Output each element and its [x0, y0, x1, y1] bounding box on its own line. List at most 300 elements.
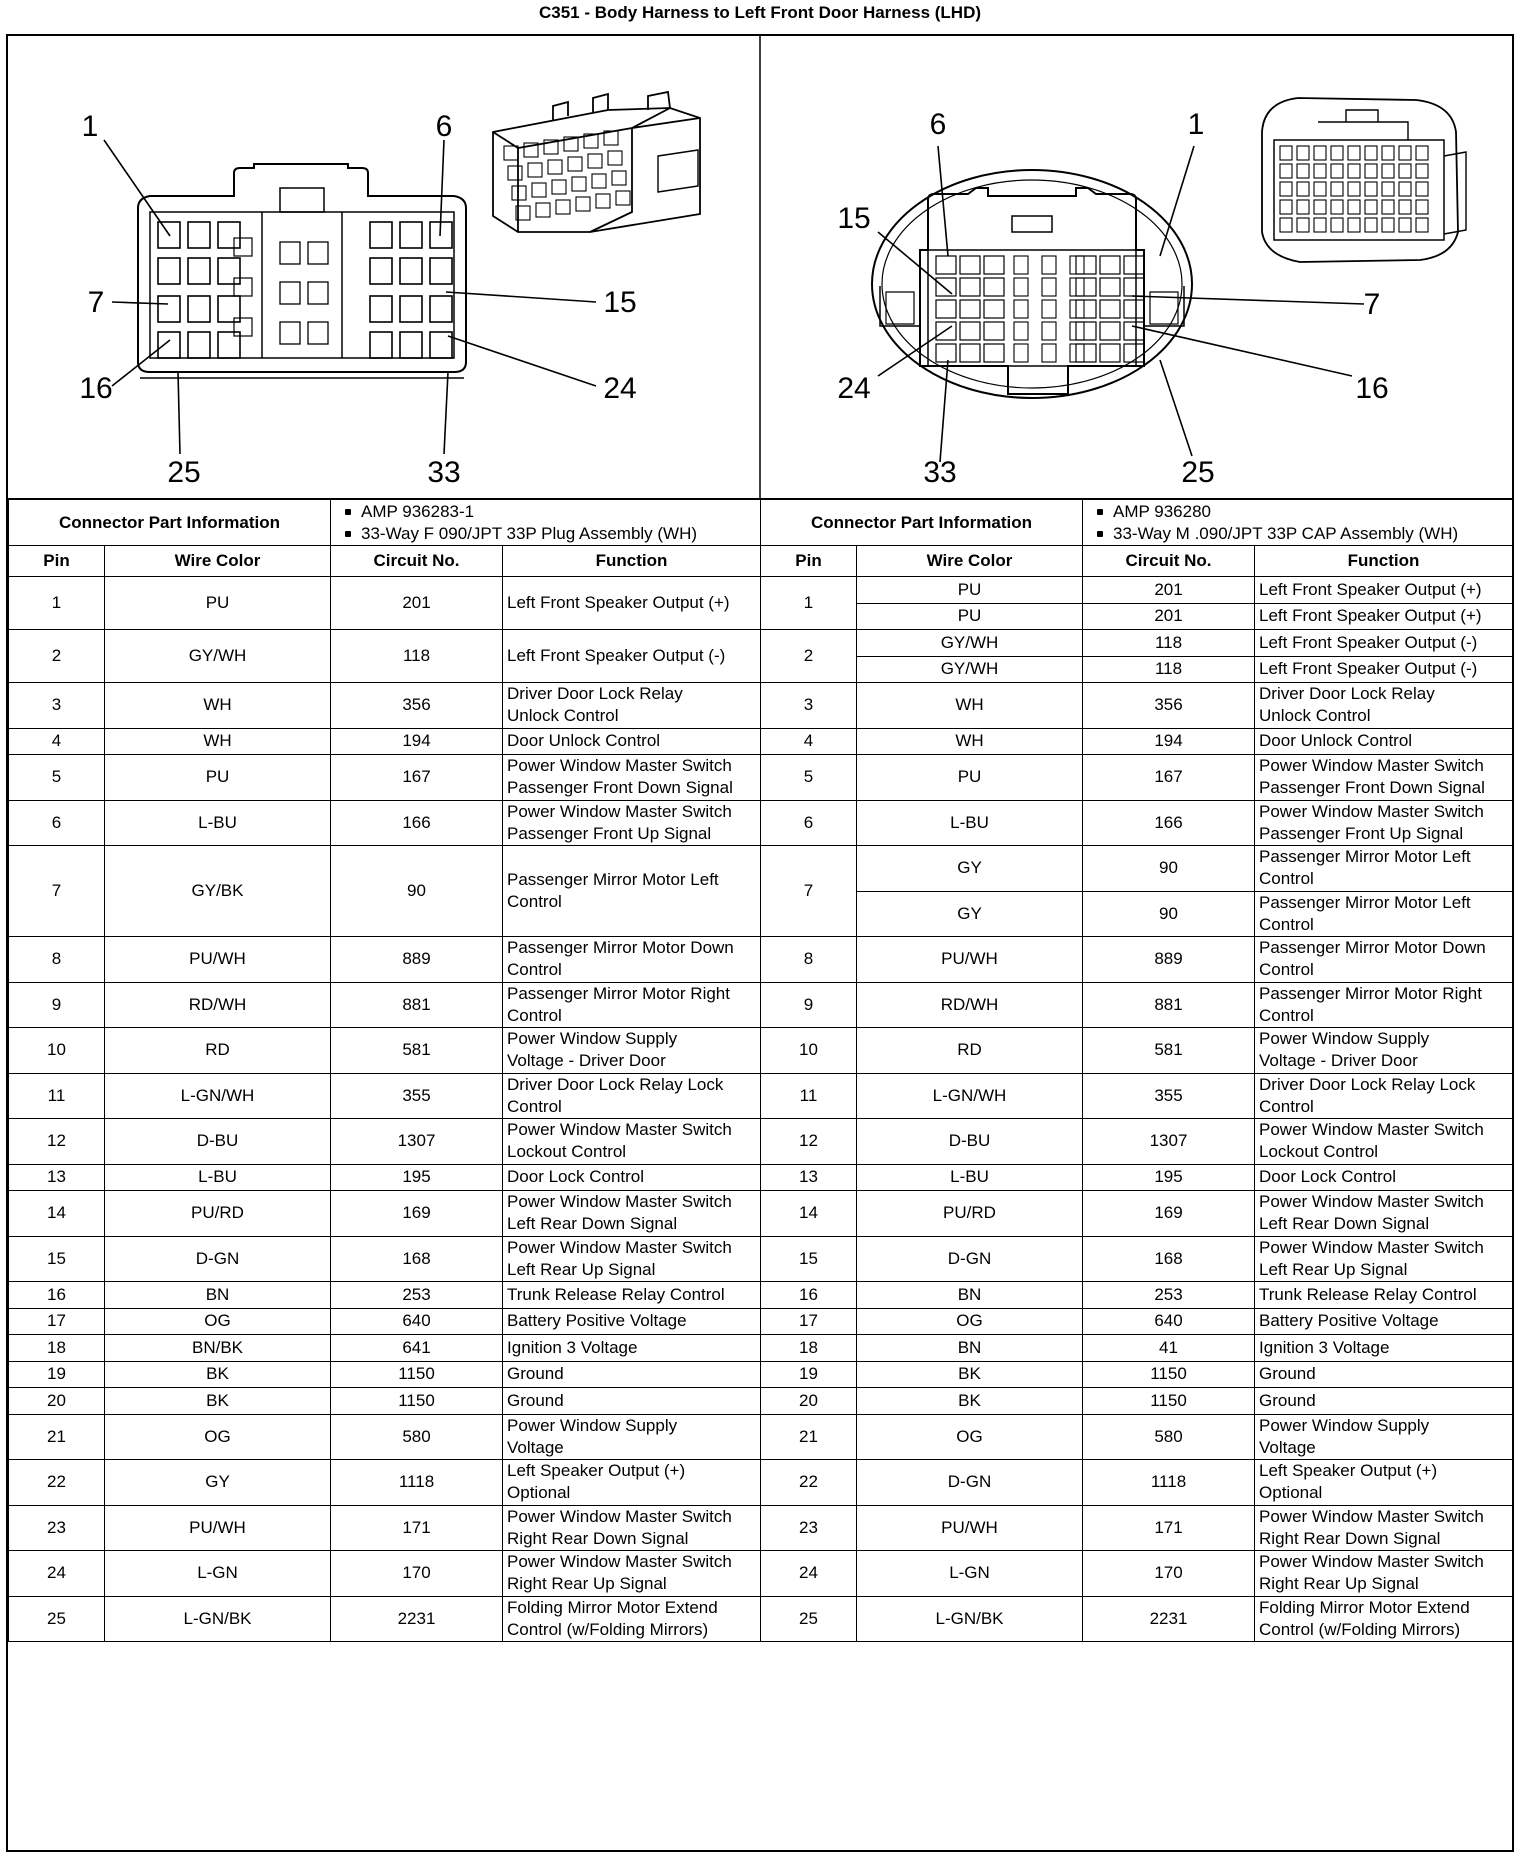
leader-left-33 [444, 372, 448, 454]
table-row [9, 1361, 761, 1388]
wire-color-header: Wire Color [105, 546, 331, 577]
function-line: Left Front Speaker Output (+) [1259, 606, 1482, 626]
part-info-values [1083, 500, 1513, 546]
part-info-values [331, 500, 761, 546]
pin-cell: 14 [9, 1191, 105, 1237]
circuit-cell: 201 [1083, 577, 1255, 604]
circuit-cell: 253 [1083, 1282, 1255, 1309]
wire-color-cell: L-GN [105, 1551, 331, 1597]
function-cell [503, 630, 761, 683]
iso-cavity [1382, 146, 1394, 160]
pin-cell: 16 [761, 1282, 857, 1309]
cavity [400, 296, 422, 322]
right-part-info-row [761, 500, 1513, 546]
iso-cavity [1348, 200, 1360, 214]
function-cell [1255, 755, 1513, 801]
pin-cell: 2 [9, 630, 105, 683]
cavity [430, 258, 452, 284]
cavity [1014, 300, 1028, 318]
circuit-cell: 118 [1083, 656, 1255, 683]
function-cell [503, 1282, 761, 1309]
circuit-cell: 195 [1083, 1164, 1255, 1191]
iso-cavity [1382, 182, 1394, 196]
cavity [984, 256, 1004, 274]
wire-color-cell: OG [857, 1414, 1083, 1460]
part-info-item: AMP 936280 [1083, 501, 1512, 523]
leader-right-24 [878, 326, 952, 376]
right-header-row [761, 546, 1513, 577]
table-row [761, 1388, 1513, 1415]
function-line: Right Rear Down Signal [507, 1528, 689, 1548]
cavity [984, 278, 1004, 296]
iso-cavity [1297, 164, 1309, 178]
function-line: Control [507, 1005, 562, 1025]
right-connector-table [760, 499, 1513, 1642]
wire-color-cell: PU [105, 755, 331, 801]
function-line: Control (w/Folding Mirrors) [507, 1619, 709, 1639]
cavity [308, 322, 328, 344]
right-connector-iso [1262, 98, 1466, 262]
cavity [308, 242, 328, 264]
function-line: Driver Door Lock Relay Lock [507, 1074, 724, 1094]
pin-cell: 23 [761, 1505, 857, 1551]
function-line: Power Window Master Switch [507, 1120, 732, 1140]
function-line: Control [1259, 869, 1314, 889]
function-line: Power Window Master Switch [1259, 756, 1484, 776]
cavity [280, 282, 300, 304]
function-cell [1255, 603, 1513, 630]
function-line: Door Lock Control [507, 1167, 645, 1187]
function-cell [503, 1308, 761, 1335]
table-row [9, 1460, 761, 1506]
wire-color-cell: L-BU [105, 800, 331, 846]
callout-right-25: 25 [1181, 456, 1215, 489]
cavity [1100, 344, 1120, 362]
wire-color-cell: L-BU [857, 800, 1083, 846]
function-cell [503, 683, 761, 729]
table-row [761, 1551, 1513, 1597]
wire-color-cell: BN [105, 1282, 331, 1309]
function-line: Passenger Mirror Motor Down [1259, 938, 1486, 958]
table-row [761, 1236, 1513, 1282]
function-line: Door Lock Control [1259, 1167, 1397, 1187]
pin-cell: 4 [9, 728, 105, 755]
cavity [1042, 278, 1056, 296]
callout-right-6: 6 [929, 108, 947, 141]
cavity [308, 282, 328, 304]
pin-cell: 6 [9, 800, 105, 846]
pin-cell: 18 [9, 1335, 105, 1362]
callout-right-24: 24 [837, 372, 871, 405]
function-line: Folding Mirror Motor Extend [1259, 1597, 1470, 1617]
iso-cavity [1314, 164, 1326, 178]
iso-cavity [1348, 146, 1360, 160]
left-connector-face [138, 164, 466, 378]
function-line: Power Window Master Switch [1259, 1506, 1484, 1526]
circuit-cell: 581 [1083, 1028, 1255, 1074]
left-iso-cavities [504, 131, 630, 220]
function-line: Left Rear Down Signal [1259, 1214, 1430, 1234]
wire-color-cell: RD/WH [857, 982, 1083, 1028]
cavity [1124, 256, 1144, 274]
wire-color-cell: RD [857, 1028, 1083, 1074]
function-cell [503, 1414, 761, 1460]
wire-color-header: Wire Color [857, 546, 1083, 577]
page-title: C351 - Body Harness to Left Front Door Harness (LHD) [538, 3, 982, 22]
wire-color-cell: L-BU [105, 1164, 331, 1191]
pin-cell: 2 [761, 630, 857, 683]
table-row [9, 1028, 761, 1074]
function-line: Left Front Speaker Output (-) [1259, 659, 1478, 679]
function-line: Passenger Mirror Motor Left [507, 870, 719, 889]
table-row [761, 1164, 1513, 1191]
function-line: Battery Positive Voltage [1259, 1311, 1439, 1331]
function-line: Passenger Front Down Signal [507, 778, 733, 798]
pin-cell: 3 [761, 683, 857, 729]
function-line: Driver Door Lock Relay Lock [1259, 1074, 1476, 1094]
cavity [188, 222, 210, 248]
table-row [761, 755, 1513, 801]
circuit-cell: 168 [331, 1236, 503, 1282]
cavity [1076, 256, 1096, 274]
pin-cell: 24 [9, 1551, 105, 1597]
wire-color-cell: PU [105, 577, 331, 630]
circuit-cell: 1150 [1083, 1361, 1255, 1388]
function-cell [1255, 728, 1513, 755]
function-line: Power Window Master Switch [1259, 1552, 1484, 1572]
iso-cavity [1331, 218, 1343, 232]
function-cell [503, 1191, 761, 1237]
table-row [761, 1361, 1513, 1388]
leader-right-25 [1160, 360, 1192, 456]
function-line: Power Window Master Switch [507, 1506, 732, 1526]
cavity [158, 296, 180, 322]
pin-cell: 18 [761, 1335, 857, 1362]
table-row [9, 577, 761, 630]
circuit-cell: 166 [1083, 800, 1255, 846]
iso-cavity [1280, 218, 1292, 232]
cavity [960, 322, 980, 340]
cavity [1124, 278, 1144, 296]
left-part-info-row [9, 500, 761, 546]
cavity [370, 222, 392, 248]
function-cell [503, 1236, 761, 1282]
function-line: Right Rear Down Signal [1259, 1528, 1441, 1548]
callout-left-33: 33 [427, 456, 461, 489]
circuit-cell: 90 [331, 846, 503, 937]
function-line: Unlock Control [507, 706, 619, 726]
function-cell [1255, 1388, 1513, 1415]
function-cell [1255, 630, 1513, 657]
pin-cell: 16 [9, 1282, 105, 1309]
function-line: Folding Mirror Motor Extend [507, 1597, 718, 1617]
function-line: Left Rear Down Signal [507, 1214, 678, 1234]
function-line: Trunk Release Relay Control [507, 1284, 725, 1304]
table-row [761, 577, 1513, 604]
wire-color-cell: BN/BK [105, 1335, 331, 1362]
cavity [936, 256, 956, 274]
circuit-cell: 580 [331, 1414, 503, 1460]
cavity [960, 278, 980, 296]
table-row [761, 846, 1513, 892]
table-row [761, 1308, 1513, 1335]
function-cell [1255, 1505, 1513, 1551]
function-cell [503, 728, 761, 755]
function-line: Battery Positive Voltage [507, 1311, 687, 1331]
iso-cavity [1331, 146, 1343, 160]
circuit-cell: 355 [331, 1073, 503, 1119]
callout-left-15: 15 [603, 286, 637, 319]
circuit-cell: 881 [1083, 982, 1255, 1028]
function-header: Function [1255, 546, 1513, 577]
pin-cell: 19 [761, 1361, 857, 1388]
circuit-cell: 90 [1083, 891, 1255, 937]
function-cell [1255, 683, 1513, 729]
cavity [400, 332, 422, 358]
function-cell [503, 800, 761, 846]
cavity [1124, 344, 1144, 362]
cavity [936, 278, 956, 296]
circuit-cell: 169 [1083, 1191, 1255, 1237]
callout-right-15: 15 [837, 202, 871, 235]
cavity [188, 258, 210, 284]
leader-right-6 [938, 146, 948, 256]
circuit-cell: 41 [1083, 1335, 1255, 1362]
pin-cell: 20 [761, 1388, 857, 1415]
table-row [9, 755, 761, 801]
pin-cell: 5 [9, 755, 105, 801]
wire-color-cell: BN [857, 1282, 1083, 1309]
function-cell [1255, 1236, 1513, 1282]
table-row [761, 656, 1513, 683]
function-line: Left Rear Up Signal [1259, 1259, 1408, 1279]
iso-cavity [608, 151, 622, 165]
function-cell [1255, 1460, 1513, 1506]
function-cell [1255, 1119, 1513, 1165]
iso-cavity [1399, 182, 1411, 196]
circuit-cell: 171 [331, 1505, 503, 1551]
wire-color-cell: PU [857, 577, 1083, 604]
pin-cell: 19 [9, 1361, 105, 1388]
pin-cell: 11 [761, 1073, 857, 1119]
circuit-cell: 2231 [331, 1596, 503, 1642]
table-row [9, 1073, 761, 1119]
cavity [1124, 300, 1144, 318]
table-row [761, 1191, 1513, 1237]
circuit-cell: 171 [1083, 1505, 1255, 1551]
cavity [234, 318, 252, 336]
callout-right-16: 16 [1355, 372, 1389, 405]
table-row [761, 982, 1513, 1028]
function-line: Power Window Master Switch [1259, 1120, 1484, 1140]
circuit-cell: 170 [1083, 1551, 1255, 1597]
function-line: Voltage - Driver Door [507, 1051, 666, 1071]
function-cell [1255, 1596, 1513, 1642]
wire-color-cell: D-GN [857, 1236, 1083, 1282]
function-line: Ground [1259, 1390, 1316, 1410]
table-row [761, 891, 1513, 937]
leader-right-33 [940, 360, 948, 462]
left-cavity-grid [158, 222, 452, 358]
pin-cell: 9 [9, 982, 105, 1028]
circuit-cell: 118 [331, 630, 503, 683]
circuit-cell: 90 [1083, 846, 1255, 892]
function-line: Power Window Supply [1259, 1415, 1430, 1435]
iso-cavity [596, 194, 610, 208]
function-cell [503, 1028, 761, 1074]
function-line: Ignition 3 Voltage [1259, 1337, 1390, 1357]
callout-left-7: 7 [87, 286, 105, 319]
cavity [936, 344, 956, 362]
leader-right-15 [878, 232, 952, 294]
circuit-cell: 167 [1083, 755, 1255, 801]
pin-cell: 22 [761, 1460, 857, 1506]
iso-cavity [572, 177, 586, 191]
table-row [761, 1414, 1513, 1460]
function-line: Power Window Master Switch [507, 1192, 732, 1212]
wire-color-cell: OG [857, 1308, 1083, 1335]
table-row [9, 683, 761, 729]
iso-cavity [1331, 182, 1343, 196]
wire-color-cell: GY/WH [105, 630, 331, 683]
function-cell [503, 577, 761, 630]
cavity [1070, 256, 1084, 274]
leader-left-24 [448, 336, 596, 386]
leader-left-25 [178, 372, 180, 454]
cavity [1076, 322, 1096, 340]
pin-cell: 24 [761, 1551, 857, 1597]
pin-cell: 15 [761, 1236, 857, 1282]
cavity [280, 242, 300, 264]
iso-cavity [1314, 146, 1326, 160]
function-line: Control [1259, 960, 1314, 980]
function-cell [1255, 1414, 1513, 1460]
wire-color-cell: RD/WH [105, 982, 331, 1028]
wire-color-cell: GY [105, 1460, 331, 1506]
cavity [370, 258, 392, 284]
function-line: Power Window Master Switch [507, 1237, 732, 1257]
cavity [984, 300, 1004, 318]
pin-cell: 9 [761, 982, 857, 1028]
function-line: Voltage [1259, 1437, 1316, 1457]
callout-left-16: 16 [79, 372, 113, 405]
circuit-cell: 356 [1083, 683, 1255, 729]
table-row [761, 1073, 1513, 1119]
cavity [1070, 322, 1084, 340]
iso-cavity [1297, 200, 1309, 214]
callout-right-1: 1 [1187, 108, 1205, 141]
wire-color-cell: L-GN/WH [105, 1073, 331, 1119]
function-line: Passenger Mirror Motor Left [1259, 892, 1471, 912]
iso-cavity [508, 166, 522, 180]
iso-cavity [1348, 218, 1360, 232]
function-cell [503, 755, 761, 801]
cavity [1070, 300, 1084, 318]
iso-cavity [588, 154, 602, 168]
function-line: Passenger Mirror Motor Right [1259, 983, 1482, 1003]
function-cell [503, 846, 761, 937]
function-line: Door Unlock Control [1259, 731, 1413, 751]
function-line: Voltage [507, 1437, 564, 1457]
iso-cavity [512, 186, 526, 200]
iso-cavity [1280, 200, 1292, 214]
pin-cell: 23 [9, 1505, 105, 1551]
wire-color-cell: GY/WH [857, 656, 1083, 683]
table-row [9, 982, 761, 1028]
function-line: Passenger Front Up Signal [507, 823, 712, 843]
function-line: Optional [1259, 1483, 1323, 1503]
part-info-item: 33-Way M .090/JPT 33P CAP Assembly (WH) [1083, 523, 1512, 545]
wire-color-cell: OG [105, 1414, 331, 1460]
function-line: Control (w/Folding Mirrors) [1259, 1619, 1461, 1639]
iso-cavity [1365, 200, 1377, 214]
function-cell [1255, 891, 1513, 937]
connector-diagrams [8, 36, 1512, 500]
table-row [9, 1282, 761, 1309]
pin-cell: 21 [761, 1414, 857, 1460]
wire-color-cell: L-GN/BK [857, 1596, 1083, 1642]
pin-cell: 5 [761, 755, 857, 801]
table-row [9, 1505, 761, 1551]
part-info-label: Connector Part Information [761, 500, 1083, 546]
circuit-cell: 170 [331, 1551, 503, 1597]
pin-cell: 10 [761, 1028, 857, 1074]
wire-color-cell: L-GN [857, 1551, 1083, 1597]
wire-color-cell: L-BU [857, 1164, 1083, 1191]
iso-cavity [1280, 146, 1292, 160]
function-line: Passenger Mirror Motor Left [1259, 847, 1471, 867]
function-line: Power Window Master Switch [1259, 801, 1484, 821]
wire-color-cell: PU/RD [857, 1191, 1083, 1237]
function-line: Left Front Speaker Output (+) [1259, 579, 1482, 599]
function-line: Control [1259, 914, 1314, 934]
wire-color-cell: WH [857, 683, 1083, 729]
pin-header: Pin [9, 546, 105, 577]
function-line: Left Rear Up Signal [507, 1259, 656, 1279]
iso-cavity [1382, 164, 1394, 178]
iso-cavity [536, 203, 550, 217]
pin-cell: 7 [761, 846, 857, 937]
right-connector-table-wrap [760, 498, 1512, 1642]
wire-color-cell: PU/WH [857, 1505, 1083, 1551]
function-line: Passenger Mirror Motor Down [507, 938, 734, 958]
function-cell [1255, 800, 1513, 846]
pin-cell: 12 [9, 1119, 105, 1165]
circuit-cell: 1150 [331, 1361, 503, 1388]
connector-drawing [8, 36, 1512, 500]
iso-cavity [1416, 146, 1428, 160]
pin-cell: 25 [9, 1596, 105, 1642]
pin-cell: 8 [761, 937, 857, 983]
pin-cell: 13 [9, 1164, 105, 1191]
pin-cell: 3 [9, 683, 105, 729]
leader-right-1 [1160, 146, 1194, 256]
table-row [9, 800, 761, 846]
pin-cell: 25 [761, 1596, 857, 1642]
wire-color-cell: WH [105, 728, 331, 755]
iso-cavity [1365, 164, 1377, 178]
pin-header: Pin [761, 546, 857, 577]
function-line: Door Unlock Control [507, 731, 661, 751]
circuit-cell: 167 [331, 755, 503, 801]
function-cell [503, 937, 761, 983]
table-row [761, 1596, 1513, 1642]
function-cell [1255, 1028, 1513, 1074]
function-line: Control [1259, 1005, 1314, 1025]
iso-cavity [592, 174, 606, 188]
function-cell [503, 1073, 761, 1119]
cavity [1070, 344, 1084, 362]
